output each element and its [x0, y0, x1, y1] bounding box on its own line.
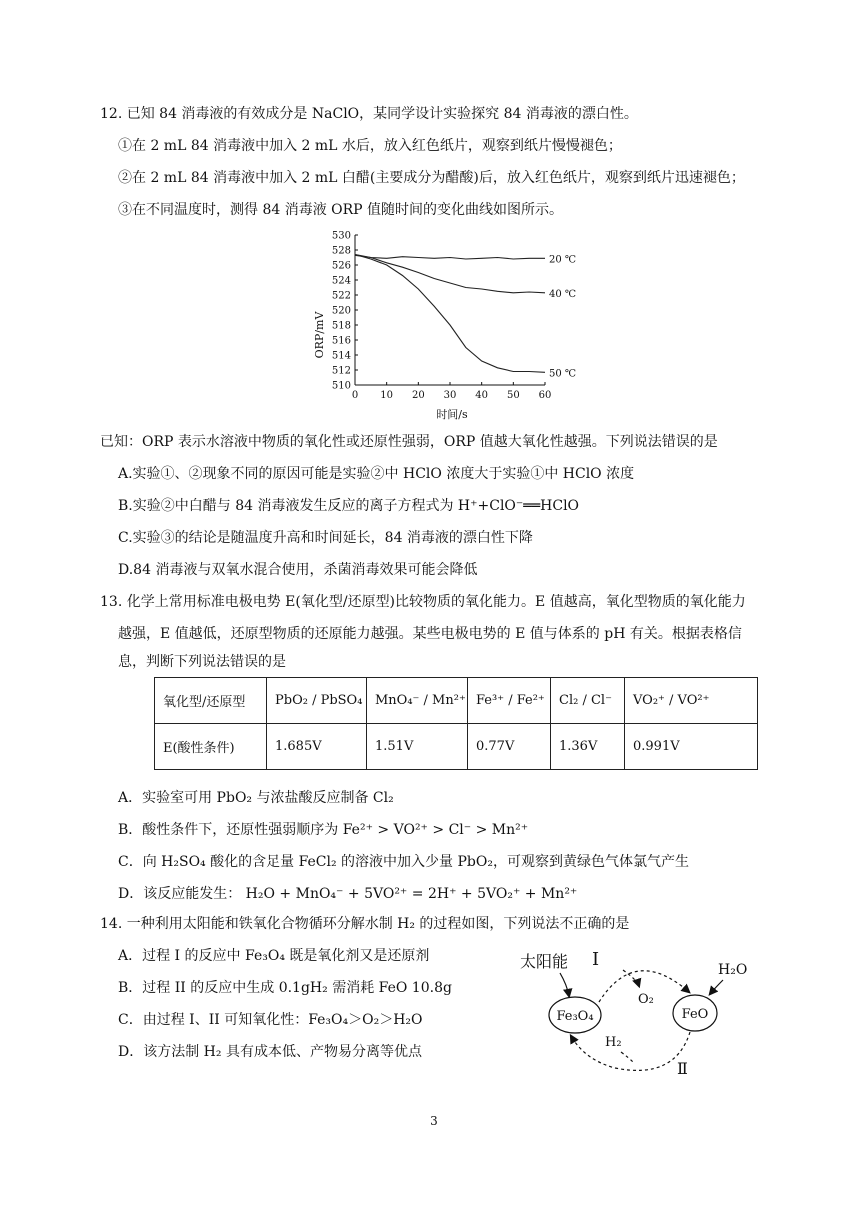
- h2-label: H₂: [605, 1035, 622, 1050]
- table-row: [155, 678, 758, 724]
- q13-stem-1: 13. 化学上常用标准电极电势 E(氧化型/还原型)比较物质的氧化能力。E 值越高，氧化型物质的氧化能力: [100, 594, 746, 610]
- table-cell: 1.36V: [551, 724, 625, 770]
- o2-label: O₂: [638, 992, 654, 1007]
- series-label: 20 ℃: [549, 254, 577, 266]
- x-tick-label: 60: [538, 390, 552, 401]
- q13-stem-2: 越强，E 值越低，还原型物质的还原能力越强。某些电极电势的 E 值与体系的 pH 有关。根据表格信: [118, 626, 742, 642]
- y-tick-label: 518: [331, 320, 351, 332]
- y-tick-label: 526: [331, 260, 351, 272]
- table-cell: 0.991V: [625, 724, 758, 770]
- x-tick-label: 50: [506, 390, 520, 401]
- q12-step-3: ③在不同温度时，测得 84 消毒液 ORP 值随时间的变化曲线如图所示。: [118, 202, 564, 218]
- q14-option-b: B．过程 II 的反应中生成 0.1gH₂ 需消耗 FeO 10.8g: [118, 980, 452, 996]
- process-2-label: Ⅱ: [677, 1059, 688, 1078]
- y-tick-label: 522: [331, 290, 351, 302]
- y-tick-label: 514: [331, 350, 351, 362]
- h2-arrow: [621, 1052, 633, 1062]
- solar-arrow: [560, 973, 569, 996]
- q12-known: 已知：ORP 表示水溶液中物质的氧化性或还原性强弱，ORP 值越大氧化性越强。下列说法错误的是: [100, 434, 718, 450]
- q14-stem: 14. 一种利用太阳能和铁氧化合物循环分解水制 H₂ 的过程如图，下列说法不正确的是: [100, 916, 630, 932]
- q12-step-2: ②在 2 mL 84 消毒液中加入 2 mL 白醋(主要成分为醋酸)后，放入红色纸片，观察到纸片迅速褪色；: [118, 170, 745, 186]
- x-tick-label: 0: [351, 390, 359, 401]
- q13-option-b: B．酸性条件下，还原性强弱顺序为 Fe²⁺ > VO²⁺ > Cl⁻ > Mn²⁺: [118, 822, 529, 838]
- q14-option-d: D．该方法制 H₂ 具有成本低、产物易分离等优点: [118, 1044, 422, 1060]
- table-cell: 1.685V: [267, 724, 367, 770]
- x-tick-label: 20: [411, 390, 425, 401]
- x-tick-label: 30: [443, 390, 457, 401]
- table-cell: 0.77V: [468, 724, 551, 770]
- q12-stem: 12. 已知 84 消毒液的有效成分是 NaClO，某同学设计实验探究 84 消毒液的漂白性。: [100, 106, 638, 122]
- feo-label: FeO: [681, 1007, 709, 1022]
- q14-option-c: C．由过程 I、II 可知氧化性：Fe₃O₄＞O₂＞H₂O: [118, 1012, 423, 1028]
- y-tick-label: 528: [331, 245, 351, 257]
- y-tick-label: 512: [331, 365, 351, 377]
- q14-option-a: A．过程 I 的反应中 Fe₃O₄ 既是氧化剂又是还原剂: [118, 948, 430, 964]
- q13-option-a: A．实验室可用 PbO₂ 与浓盐酸反应制备 Cl₂: [118, 790, 394, 806]
- table-row-label: E(酸性条件): [155, 724, 267, 770]
- chart-series: [355, 255, 545, 373]
- x-tick-label: 10: [380, 390, 394, 401]
- process-2-arrow: [571, 1032, 690, 1070]
- series-line: [355, 255, 545, 373]
- table-row: [155, 724, 758, 770]
- q12-option-d: D.84 消毒液与双氧水混合使用，杀菌消毒效果可能会降低: [118, 562, 478, 578]
- series-label: 40 ℃: [549, 288, 577, 300]
- x-tick-label: 40: [475, 390, 489, 401]
- fe3o4-label: Fe₃O₄: [556, 1009, 594, 1024]
- table-cell: 1.51V: [367, 724, 468, 770]
- table-col-header: Fe³⁺ / Fe²⁺: [468, 678, 551, 724]
- table-col-header: Cl₂ / Cl⁻: [551, 678, 625, 724]
- series-line: [355, 255, 545, 293]
- y-tick-label: 524: [331, 275, 351, 287]
- y-tick-label: 510: [331, 380, 351, 392]
- q12-step-1: ①在 2 mL 84 消毒液中加入 2 mL 水后，放入红色纸片，观察到纸片慢慢褪色；: [118, 138, 622, 154]
- chart-y-label: ORP/mV: [313, 311, 326, 359]
- series-label: 50 ℃: [549, 368, 577, 380]
- electrode-potential-table: [154, 677, 758, 770]
- y-tick-label: 530: [331, 230, 351, 242]
- q13-option-c: C．向 H₂SO₄ 酸化的含足量 FeCl₂ 的溶液中加入少量 PbO₂，可观察到黄绿色气体氯气产生: [118, 854, 689, 870]
- table-col-header: MnO₄⁻ / Mn²⁺: [367, 678, 468, 724]
- q13-option-d: D．该反应能发生： H₂O + MnO₄⁻ + 5VO²⁺ = 2H⁺ + 5VO₂⁺ + Mn²⁺: [118, 886, 578, 902]
- table-header-cell: 氧化型/还原型: [155, 678, 267, 724]
- y-tick-label: 516: [331, 335, 351, 347]
- q12-option-b: B.实验②中白醋与 84 消毒液发生反应的离子方程式为 H⁺+ClO⁻══HClO: [118, 498, 580, 514]
- h2o-label: H₂O: [718, 962, 748, 978]
- iron-oxide-cycle-diagram: [505, 940, 765, 1080]
- series-line: [355, 255, 545, 259]
- q12-option-c: C.实验③的结论是随温度升高和时间延长，84 消毒液的漂白性下降: [118, 530, 533, 546]
- chart-x-label: 时间/s: [436, 408, 468, 421]
- process-1-label: I: [592, 949, 600, 970]
- y-tick-label: 520: [331, 305, 351, 317]
- table-col-header: VO₂⁺ / VO²⁺: [625, 678, 758, 724]
- page-number: 3: [430, 1114, 438, 1128]
- table-col-header: PbO₂ / PbSO₄: [267, 678, 367, 724]
- orp-chart: [300, 225, 590, 425]
- q13-stem-3: 息，判断下列说法错误的是: [118, 654, 286, 670]
- q12-option-a: A.实验①、②现象不同的原因可能是实验②中 HClO 浓度大于实验①中 HClO 浓度: [118, 466, 635, 482]
- h2o-arrow: [710, 980, 723, 994]
- solar-energy-label: 太阳能: [520, 952, 569, 971]
- chart-labels: [332, 231, 576, 402]
